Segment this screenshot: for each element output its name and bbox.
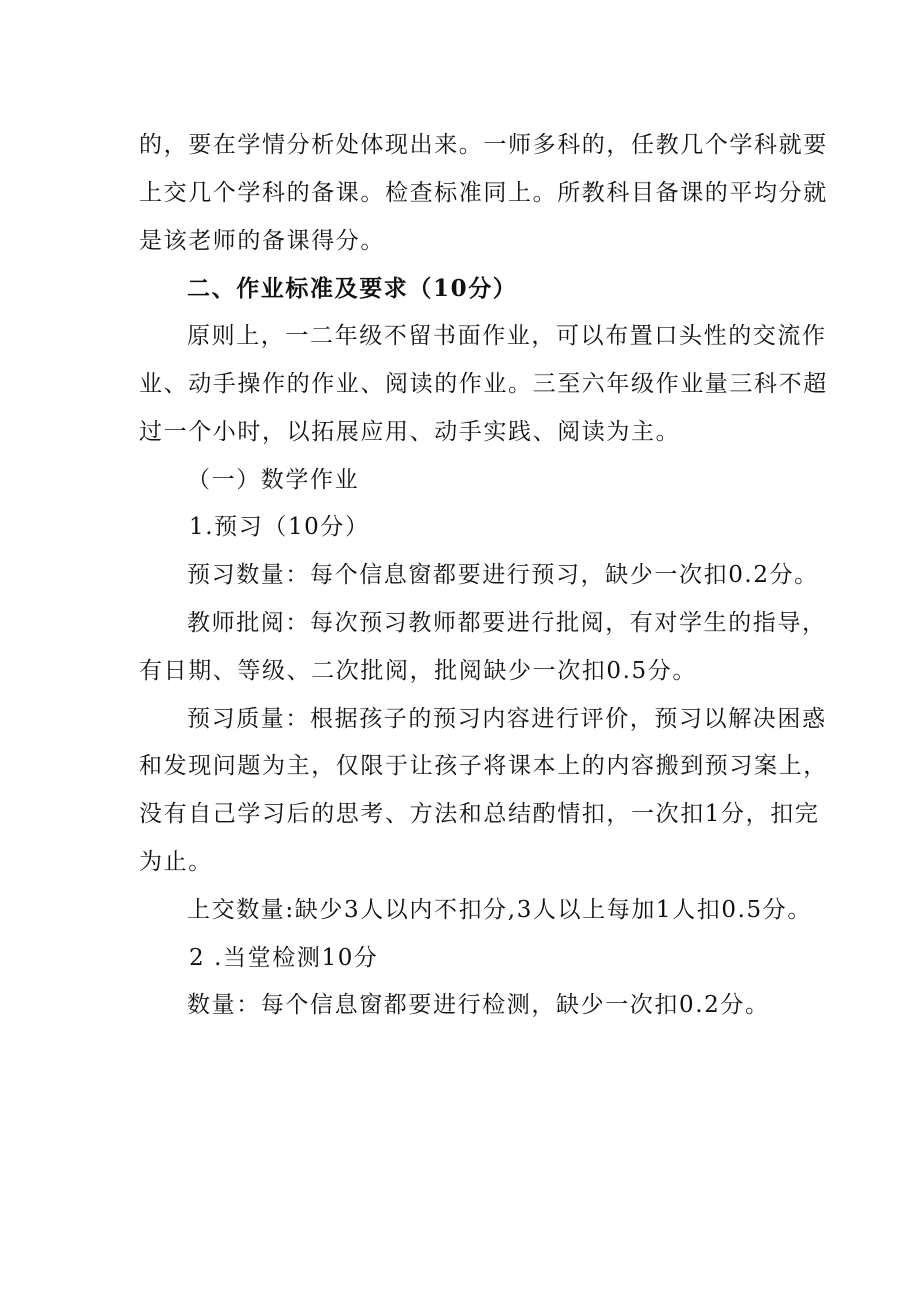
paragraph-line: 数量：每个信息窗都要进行检测，缺少一次扣0.2分。 xyxy=(187,992,770,1019)
subsection-heading: （一）数学作业 xyxy=(187,466,360,493)
paragraph-line: 没有自己学习后的思考、方法和总结酌情扣，一次扣1分，扣完 xyxy=(139,801,820,828)
paragraph-line: 教师批阅：每次预习教师都要进行批阅，有对学生的指导， xyxy=(187,609,827,636)
paragraph-line: 预习数量：每个信息窗都要进行预习，缺少一次扣0.2分。 xyxy=(187,562,819,589)
paragraph-line: 原则上，一二年级不留书面作业，可以布置口头性的交流作 xyxy=(187,323,827,350)
paragraph-line: 是该老师的备课得分。 xyxy=(139,227,385,254)
paragraph-line: 上交数量:缺少3人以内不扣分,3人以上每加1人扣0.5分。 xyxy=(187,896,812,923)
paragraph-line: 为止。 xyxy=(139,848,213,875)
paragraph-line: 预习质量：根据孩子的预习内容进行评价，预习以解决困惑 xyxy=(187,705,827,732)
paragraph-line: 业、动手操作的作业、阅读的作业。三至六年级作业量三科不超 xyxy=(139,370,828,397)
paragraph-line: 和发现问题为主，仅限于让孩子将课本上的内容搬到预习案上， xyxy=(139,753,828,780)
paragraph-line: 上交几个学科的备课。检查标准同上。所教科目备课的平均分就 xyxy=(139,179,828,206)
paragraph-line: 有日期、等级、二次批阅，批阅缺少一次扣0.5分。 xyxy=(139,657,697,684)
item-heading: 2 .当堂检测10分 xyxy=(189,944,379,971)
paragraph-line: 的，要在学情分析处体现出来。一师多科的，任教几个学科就要 xyxy=(139,132,828,158)
section-heading: 二、作业标准及要求（10分） xyxy=(187,275,518,303)
paragraph-line: 过一个小时，以拓展应用、动手实践、阅读为主。 xyxy=(139,418,681,445)
item-heading: 1.预习（10分） xyxy=(189,514,370,541)
document-page xyxy=(139,122,828,1030)
